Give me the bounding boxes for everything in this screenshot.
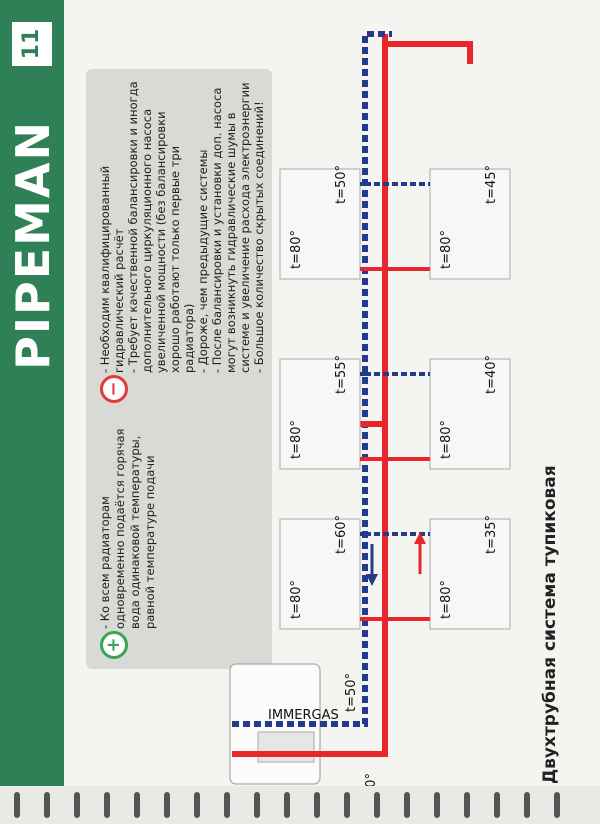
temp-label: t=50°	[334, 164, 349, 204]
ring-icon	[104, 792, 110, 818]
temp-label: t=80°	[439, 229, 454, 269]
ring-icon	[374, 792, 380, 818]
binder-rings	[0, 786, 600, 824]
ring-icon	[14, 792, 20, 818]
ring-icon	[164, 792, 170, 818]
ring-icon	[224, 792, 230, 818]
page-title: Двухтрубная система тупиковая	[540, 465, 560, 784]
temp-label: t=80°	[289, 419, 304, 459]
cons-item: - Дороже, чем предыдущие системы	[196, 149, 210, 373]
temp-label: t=80°	[439, 579, 454, 619]
ring-icon	[134, 792, 140, 818]
supply-branch-top	[385, 44, 470, 64]
cons-item: - После балансировки и установки доп. насоса могут возникнуть гидравлические шумы в системе и увеличение расхода электроэнергии	[210, 82, 252, 373]
ring-icon	[494, 792, 500, 818]
minus-icon: −	[100, 375, 128, 403]
ring-icon	[254, 792, 260, 818]
ring-icon	[284, 792, 290, 818]
flow-arrows	[366, 532, 426, 586]
plus-icon: +	[100, 631, 128, 659]
temp-label: t=35°	[484, 514, 499, 554]
ring-icon	[554, 792, 560, 818]
ring-icon	[344, 792, 350, 818]
cons-item: - Требует качественной балансировки и иногда дополнительного циркуляционного насоса увеличенной мощности (без балансировки хорошо работают только первые три радиатора)	[126, 81, 196, 373]
ring-icon	[74, 792, 80, 818]
temp-label: t=45°	[484, 164, 499, 204]
temp-label: t=40°	[484, 354, 499, 394]
temp-label: t=80°	[289, 229, 304, 269]
brand-logo: PIPEMAN	[6, 120, 60, 370]
temp-label: t=55°	[334, 354, 349, 394]
page-number: 11	[12, 22, 52, 66]
pros-text: - Ко всем радиаторам одновременно подаётся горячая вода одинаковой температуры, равной температуре подачи	[98, 428, 157, 629]
ring-icon	[314, 792, 320, 818]
ring-icon	[44, 792, 50, 818]
cons-item: - Большое количество скрытых соединений!	[252, 101, 266, 373]
temp-label: t=60°	[334, 514, 349, 554]
radiator-group-left	[280, 169, 510, 629]
ring-icon	[524, 792, 530, 818]
cons-item: - Необходим квалифицированный гидравлический расчёт	[98, 165, 126, 373]
ring-icon	[434, 792, 440, 818]
ring-icon	[194, 792, 200, 818]
ring-icon	[404, 792, 410, 818]
temp-label: t=80°	[439, 419, 454, 459]
temp-label: t=80°	[289, 579, 304, 619]
boiler-brand: IMMERGAS	[268, 708, 339, 723]
temp-label: t=50°	[344, 672, 359, 712]
ring-icon	[464, 792, 470, 818]
